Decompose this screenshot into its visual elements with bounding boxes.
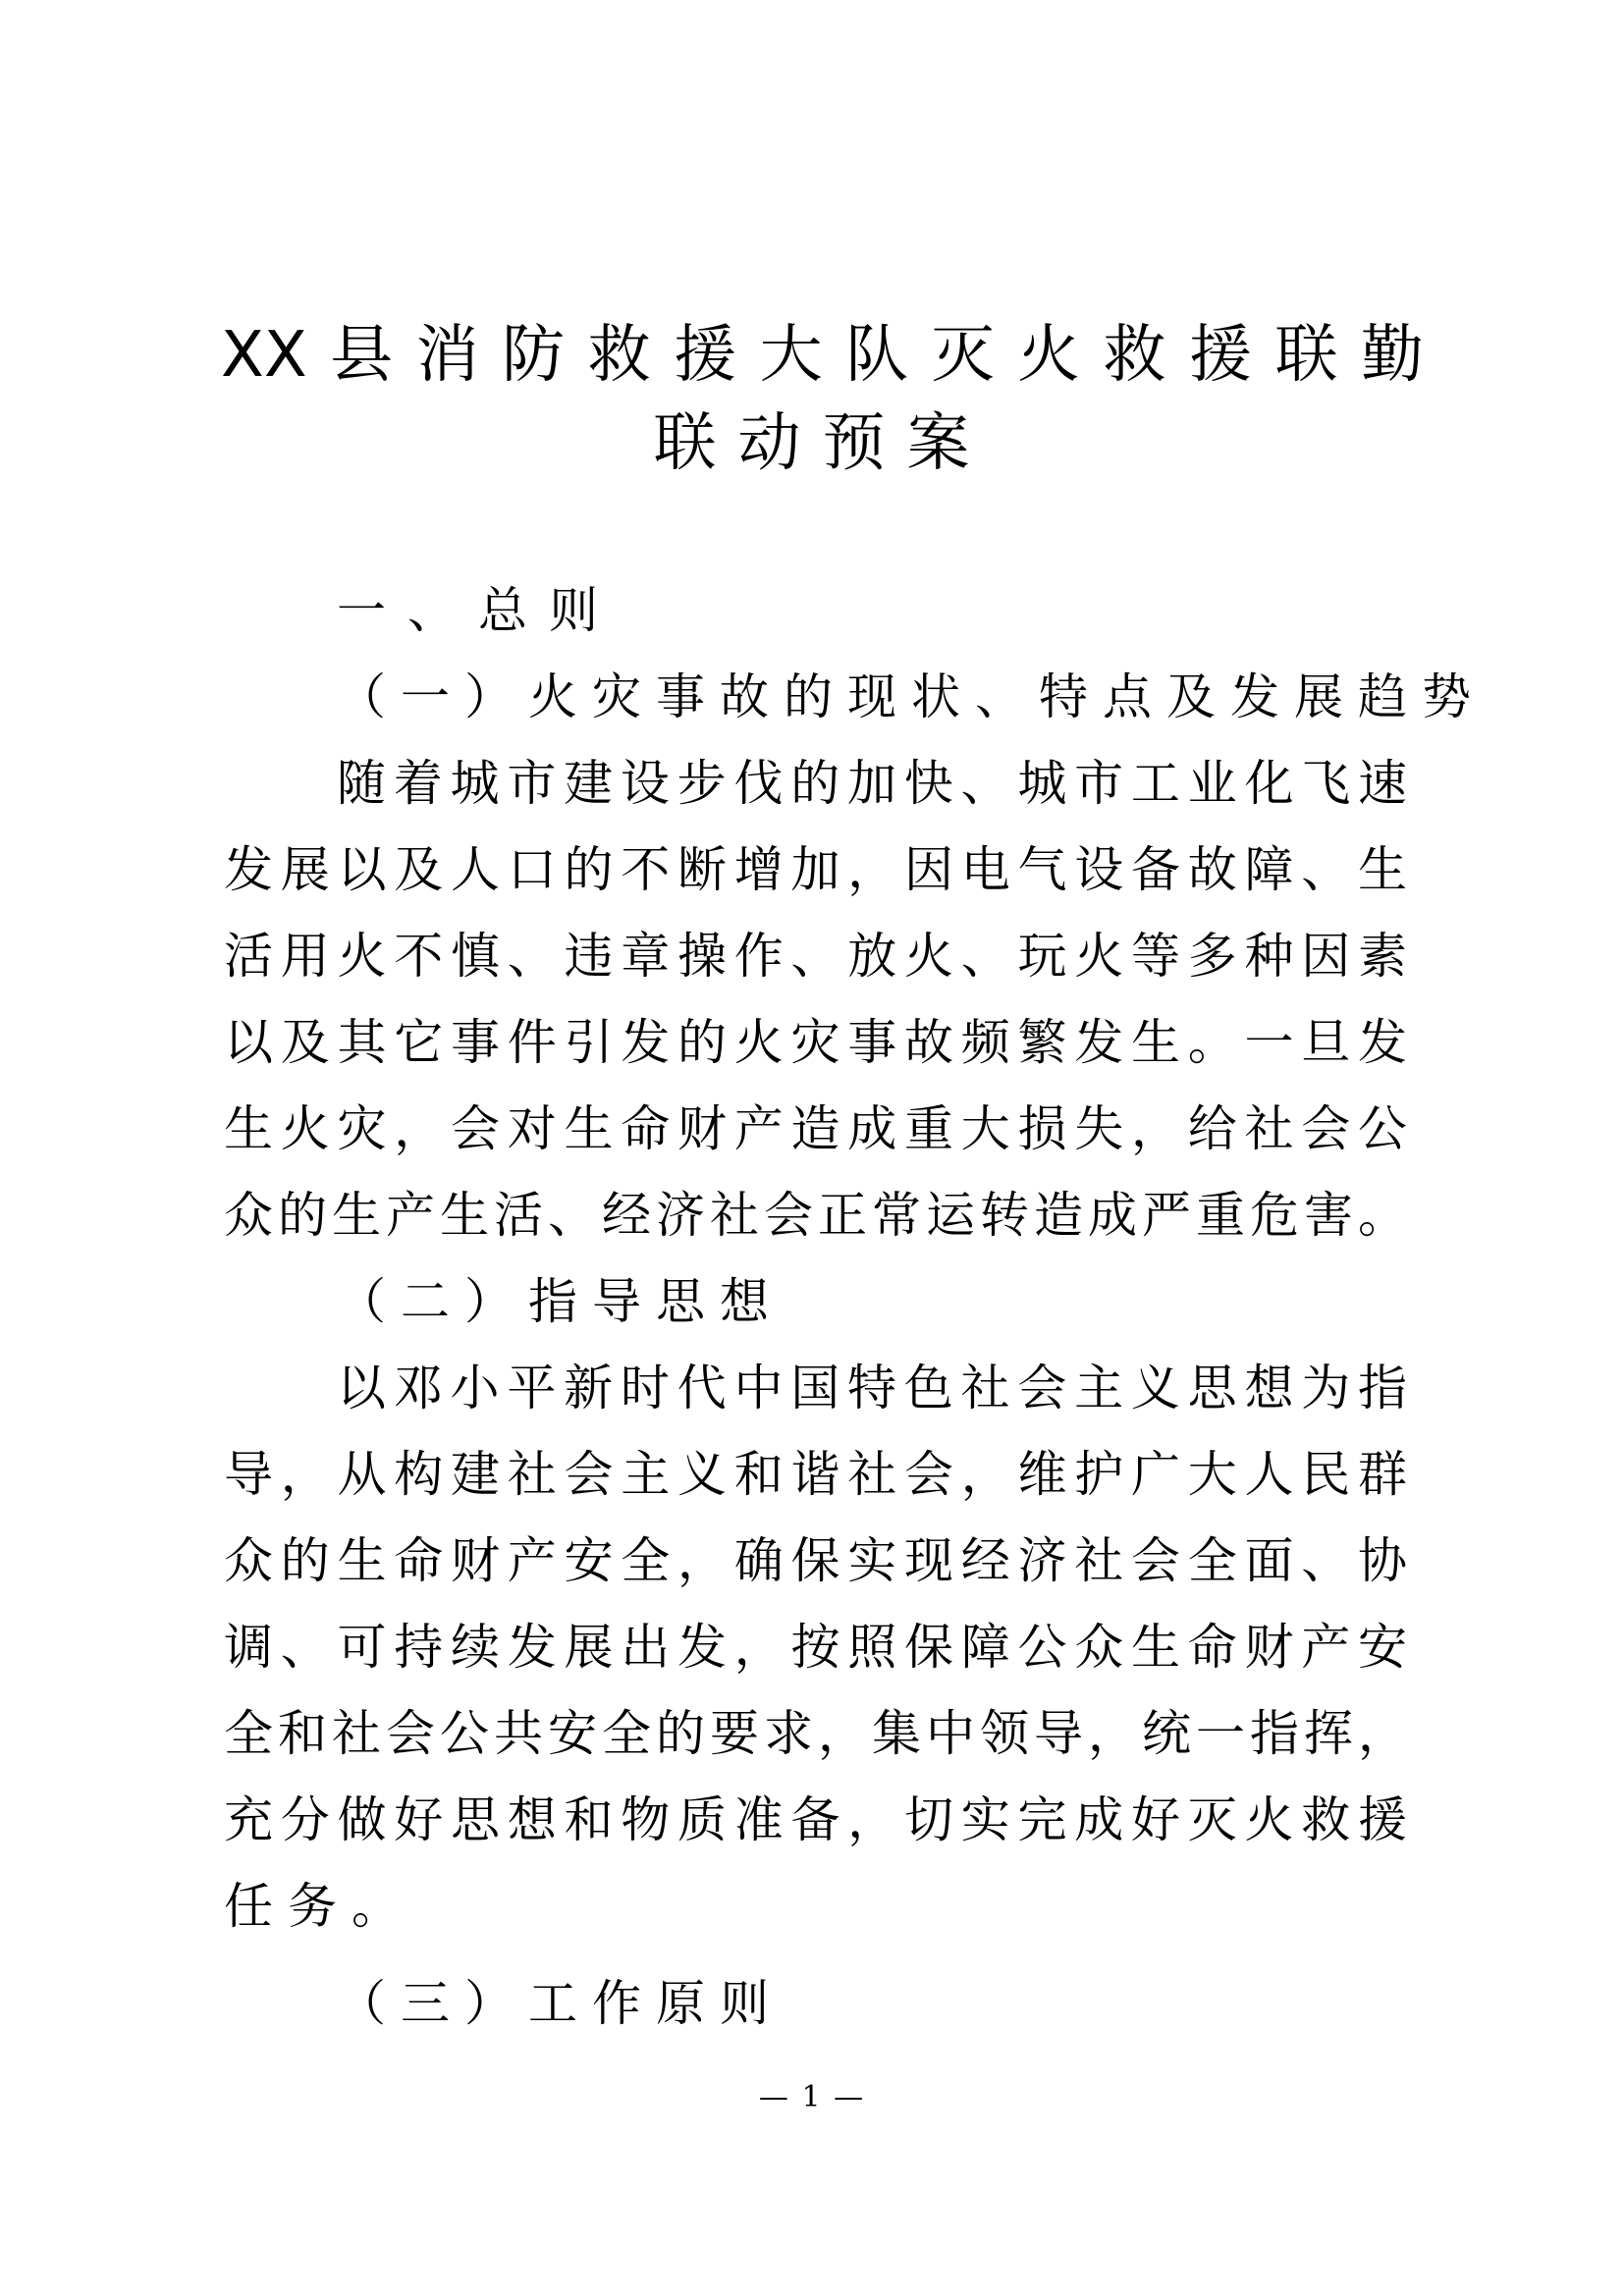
paragraph-line: 全和社会公共安全的要求，集中领导，统一指挥， xyxy=(224,1705,1407,1762)
paragraph-line: 众的生命财产安全，确保实现经济社会全面、协 xyxy=(224,1532,1407,1589)
page-number: — 1 — xyxy=(758,2080,866,2114)
subsection-heading-working-principles: （三）工作原则 xyxy=(337,1975,784,2032)
paragraph-line: 随着城市建设步伐的加快、城市工业化飞速 xyxy=(337,755,1407,812)
paragraph-line: 众的生产生活、经济社会正常运转造成严重危害。 xyxy=(224,1187,1407,1244)
subsection-heading-guiding-ideology: （二）指导思想 xyxy=(337,1273,784,1330)
paragraph-line: 活用火不慎、违章操作、放火、玩火等多种因素 xyxy=(224,928,1407,985)
paragraph-line: 生火灾，会对生命财产造成重大损失，给社会公 xyxy=(224,1100,1407,1157)
paragraph-line: 调、可持续发展出发，按照保障公众生命财产安 xyxy=(224,1619,1407,1676)
paragraph-line: 以及其它事件引发的火灾事故频繁发生。一旦发 xyxy=(224,1014,1407,1071)
paragraph-line: 充分做好思想和物质准备，切实完成好灭火救援 xyxy=(224,1791,1407,1848)
document-title-line-1: XX县消防救援大队灭火救援联勤 xyxy=(221,319,1424,392)
section-heading-general: 一、总则 xyxy=(337,582,620,639)
paragraph-line: 发展以及人口的不断增加，因电气设备故障、生 xyxy=(224,841,1407,898)
paragraph-line: 导，从构建社会主义和谐社会，维护广大人民群 xyxy=(224,1446,1407,1503)
document-title-line-2: 联动预案 xyxy=(653,407,992,480)
paragraph-line: 任务。 xyxy=(224,1878,415,1935)
paragraph-line: 以邓小平新时代中国特色社会主义思想为指 xyxy=(337,1360,1407,1416)
subsection-heading-fire-status: （一）火灾事故的现状、特点及发展趋势 xyxy=(337,668,1486,725)
